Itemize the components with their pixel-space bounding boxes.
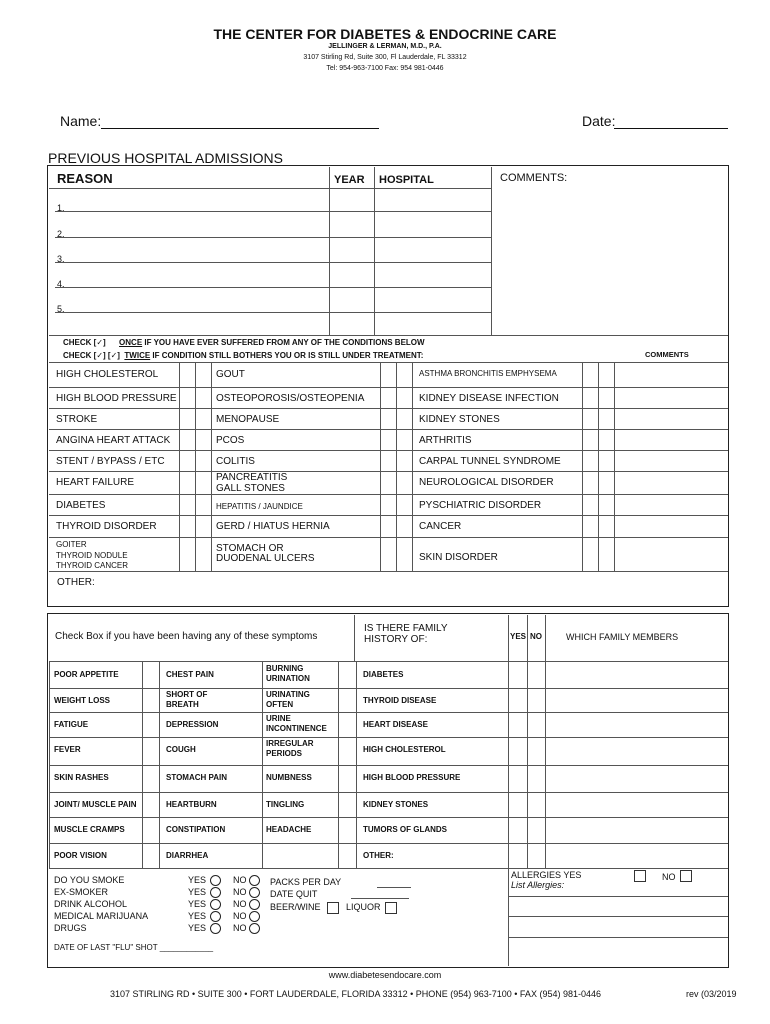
family-checkbox[interactable] xyxy=(509,817,526,843)
family-checkbox[interactable] xyxy=(509,737,526,765)
condition-checkbox[interactable] xyxy=(599,363,614,387)
habit-no-radio[interactable] xyxy=(249,911,260,922)
condition-checkbox[interactable] xyxy=(397,387,412,408)
symptom-item: CHEST PAIN xyxy=(166,670,214,679)
habit-yes-label: YES xyxy=(188,923,207,933)
symptom-item: BURNING xyxy=(266,664,304,673)
symptom-checkbox[interactable] xyxy=(143,765,159,792)
condition-checkbox[interactable] xyxy=(583,471,598,494)
date-quit-label: DATE QUIT xyxy=(270,889,318,899)
habit-no-label: NO xyxy=(233,887,247,897)
condition-checkbox[interactable] xyxy=(180,387,195,408)
symptom-item: NUMBNESS xyxy=(266,773,312,782)
footer-website[interactable]: www.diabetesendocare.com xyxy=(328,970,442,980)
condition-item: DIABETES xyxy=(56,500,106,511)
condition-checkbox[interactable] xyxy=(583,494,598,515)
habit-yes-radio[interactable] xyxy=(210,887,221,898)
symptom-item: HEADACHE xyxy=(266,825,312,834)
condition-item: THYROID NODULE xyxy=(56,551,128,560)
condition-checkbox[interactable] xyxy=(180,494,195,515)
condition-checkbox[interactable] xyxy=(196,515,211,537)
condition-checkbox[interactable] xyxy=(583,387,598,408)
habit-item: EX-SMOKER xyxy=(54,887,109,897)
condition-item: GOUT xyxy=(216,369,245,380)
condition-checkbox[interactable] xyxy=(599,471,614,494)
symptom-item: URINATING xyxy=(266,690,310,699)
condition-checkbox[interactable] xyxy=(180,450,195,471)
family-checkbox[interactable] xyxy=(528,817,545,843)
condition-item: THYROID DISORDER xyxy=(56,521,157,532)
family-checkbox[interactable] xyxy=(528,688,545,712)
condition-checkbox[interactable] xyxy=(381,537,396,571)
clinic-contact: Tel: 954-963-7100 Fax: 954 981-0446 xyxy=(326,65,444,72)
symptom-checkbox[interactable] xyxy=(143,662,159,688)
symptom-item: HEARTBURN xyxy=(166,800,217,809)
symptom-item: BREATH xyxy=(166,700,199,709)
condition-checkbox[interactable] xyxy=(381,450,396,471)
year-header: YEAR xyxy=(334,174,365,186)
symptom-item: SKIN RASHES xyxy=(54,773,109,782)
condition-checkbox[interactable] xyxy=(583,515,598,537)
symptom-checkbox[interactable] xyxy=(339,712,355,737)
date-quit-field[interactable] xyxy=(351,898,409,899)
family-checkbox[interactable] xyxy=(509,712,526,737)
family-history-item: HEART DISEASE xyxy=(363,720,428,729)
condition-checkbox[interactable] xyxy=(196,450,211,471)
reason-header: REASON xyxy=(57,171,113,186)
admission-row-4[interactable]: 4. xyxy=(57,279,65,289)
allergies-yes-checkbox[interactable] xyxy=(634,870,646,882)
condition-checkbox[interactable] xyxy=(599,537,614,571)
condition-item: STENT / BYPASS / ETC xyxy=(56,456,165,467)
date-field[interactable] xyxy=(614,113,728,129)
symptom-item: TINGLING xyxy=(266,800,305,809)
symptom-item: OFTEN xyxy=(266,700,294,709)
symptom-item: STOMACH PAIN xyxy=(166,773,228,782)
condition-item: KIDNEY STONES xyxy=(419,414,500,425)
habit-yes-label: YES xyxy=(188,899,207,909)
condition-checkbox[interactable] xyxy=(180,363,195,387)
symptom-item: MUSCLE CRAMPS xyxy=(54,825,125,834)
habit-yes-radio[interactable] xyxy=(210,899,221,910)
condition-item: PYSCHIATRIC DISORDER xyxy=(419,500,542,511)
condition-checkbox[interactable] xyxy=(599,408,614,429)
condition-checkbox[interactable] xyxy=(196,471,211,494)
other-conditions-label: OTHER: xyxy=(57,577,95,588)
condition-checkbox[interactable] xyxy=(397,471,412,494)
condition-item: STOMACH OR xyxy=(216,543,284,554)
family-members-header: WHICH FAMILY MEMBERS xyxy=(566,632,679,642)
admission-row-5[interactable]: 5. xyxy=(57,304,65,314)
comments-header: COMMENTS: xyxy=(500,172,568,184)
habit-item: MEDICAL MARIJUANA xyxy=(54,911,149,921)
condition-checkbox[interactable] xyxy=(397,429,412,450)
condition-checkbox[interactable] xyxy=(583,537,598,571)
habit-no-label: NO xyxy=(233,899,247,909)
name-label: Name: xyxy=(60,113,102,129)
condition-item: ARTHRITIS xyxy=(419,435,472,446)
condition-item: CANCER xyxy=(419,521,462,532)
symptom-item: POOR VISION xyxy=(54,851,107,860)
symptom-item: WEIGHT LOSS xyxy=(54,696,110,705)
condition-item: HIGH BLOOD PRESSURE xyxy=(56,393,177,404)
habit-item: DRINK ALCOHOL xyxy=(54,899,128,909)
condition-checkbox[interactable] xyxy=(397,494,412,515)
symptom-checkbox[interactable] xyxy=(143,737,159,765)
family-history-item: HIGH CHOLESTEROL xyxy=(363,745,446,754)
family-history-item: KIDNEY STONES xyxy=(363,800,429,809)
symptoms-heading: Check Box if you have been having any of these symptoms xyxy=(55,631,318,642)
condition-item: GOITER xyxy=(56,540,87,549)
condition-checkbox[interactable] xyxy=(381,515,396,537)
condition-checkbox[interactable] xyxy=(583,429,598,450)
condition-checkbox[interactable] xyxy=(180,515,195,537)
condition-checkbox[interactable] xyxy=(599,494,614,515)
condition-checkbox[interactable] xyxy=(583,408,598,429)
family-checkbox[interactable] xyxy=(528,737,545,765)
family-history-question: IS THERE FAMILY HISTORY OF: xyxy=(364,623,448,645)
check-once-instruction: CHECK [✓] ONCE IF YOU HAVE EVER SUFFERED FROM ANY OF THE CONDITIONS BELOW xyxy=(63,338,425,347)
list-allergies-label: List Allergies: xyxy=(511,880,565,890)
habit-yes-label: YES xyxy=(188,875,207,885)
admission-row-2[interactable]: 2. xyxy=(57,229,65,239)
footer-revision: rev (03/2019 xyxy=(686,989,737,999)
family-checkbox[interactable] xyxy=(528,765,545,792)
clinic-title: THE CENTER FOR DIABETES & ENDOCRINE CARE xyxy=(213,26,557,42)
admission-row-1[interactable]: 1. xyxy=(57,203,65,213)
condition-item: HEPATITIS / JAUNDICE xyxy=(216,502,303,511)
allergies-no-checkbox[interactable] xyxy=(680,870,692,882)
clinic-doctors: JELLINGER & LERMAN, M.D., P.A. xyxy=(328,43,442,50)
date-label: Date: xyxy=(582,113,616,129)
condition-checkbox[interactable] xyxy=(599,387,614,408)
footer-address: 3107 STIRLING RD • SUITE 300 • FORT LAUDERDALE, FLORIDA 33312 • PHONE (954) 963-7100 • FAX (954) 981-0446 xyxy=(110,989,601,999)
symptom-item: PERIODS xyxy=(266,749,303,758)
condition-item: NEUROLOGICAL DISORDER xyxy=(419,477,554,488)
condition-checkbox[interactable] xyxy=(599,450,614,471)
habit-yes-radio[interactable] xyxy=(210,911,221,922)
symptom-item: CONSTIPATION xyxy=(166,825,226,834)
packs-per-day-field[interactable] xyxy=(377,887,411,888)
condition-checkbox[interactable] xyxy=(397,363,412,387)
condition-item: HEART FAILURE xyxy=(56,477,134,488)
condition-item: KIDNEY DISEASE INFECTION xyxy=(419,393,559,404)
habit-no-label: NO xyxy=(233,875,247,885)
symptom-checkbox[interactable] xyxy=(339,817,355,843)
symptom-item: FATIGUE xyxy=(54,720,89,729)
symptom-item: JOINT/ MUSCLE PAIN xyxy=(54,800,137,809)
condition-item: THYROID CANCER xyxy=(56,561,129,570)
allergies-no-label: NO xyxy=(662,872,676,882)
family-checkbox[interactable] xyxy=(528,792,545,817)
symptom-checkbox[interactable] xyxy=(339,792,355,817)
symptom-checkbox[interactable] xyxy=(339,662,355,688)
symptom-item: FEVER xyxy=(54,745,81,754)
habit-item: DRUGS xyxy=(54,923,87,933)
condition-checkbox[interactable] xyxy=(196,408,211,429)
condition-item: PCOS xyxy=(216,435,245,446)
family-checkbox[interactable] xyxy=(528,843,545,868)
condition-item: ASTHMA BRONCHITIS EMPHYSEMA xyxy=(419,369,557,378)
condition-item: HIGH CHOLESTEROL xyxy=(56,369,159,380)
beer-wine-label: BEER/WINE xyxy=(270,902,321,912)
habit-yes-radio[interactable] xyxy=(210,875,221,886)
condition-checkbox[interactable] xyxy=(196,494,211,515)
condition-item: CARPAL TUNNEL SYNDROME xyxy=(419,456,561,467)
condition-item: OSTEOPOROSIS/OSTEOPENIA xyxy=(216,393,365,404)
family-checkbox[interactable] xyxy=(509,843,526,868)
habit-no-radio[interactable] xyxy=(249,923,260,934)
condition-checkbox[interactable] xyxy=(381,471,396,494)
symptom-checkbox[interactable] xyxy=(339,843,355,868)
beer-wine-checkbox[interactable] xyxy=(327,902,339,914)
condition-item: SKIN DISORDER xyxy=(419,552,498,563)
habit-yes-label: YES xyxy=(188,911,207,921)
habit-yes-label: YES xyxy=(188,887,207,897)
habit-no-label: NO xyxy=(233,923,247,933)
symptom-checkbox[interactable] xyxy=(143,817,159,843)
family-yes-header: YES xyxy=(510,632,527,641)
symptom-item: DIARRHEA xyxy=(166,851,209,860)
family-checkbox[interactable] xyxy=(528,662,545,688)
symptom-item: INCONTINENCE xyxy=(266,724,327,733)
condition-checkbox[interactable] xyxy=(180,471,195,494)
hospital-header: HOSPITAL xyxy=(379,174,434,186)
admissions-heading: PREVIOUS HOSPITAL ADMISSIONS xyxy=(48,150,283,166)
condition-checkbox[interactable] xyxy=(381,408,396,429)
condition-checkbox[interactable] xyxy=(180,537,195,571)
condition-checkbox[interactable] xyxy=(397,408,412,429)
condition-checkbox[interactable] xyxy=(196,363,211,387)
habit-yes-radio[interactable] xyxy=(210,923,221,934)
conditions-comments-header: COMMENTS xyxy=(645,350,689,359)
condition-item: ANGINA HEART ATTACK xyxy=(56,435,171,446)
liquor-label: LIQUOR xyxy=(346,902,381,912)
condition-checkbox[interactable] xyxy=(381,387,396,408)
condition-checkbox[interactable] xyxy=(599,429,614,450)
name-field[interactable] xyxy=(101,113,379,129)
condition-checkbox[interactable] xyxy=(196,537,211,571)
family-history-item: TUMORS OF GLANDS xyxy=(363,825,447,834)
condition-checkbox[interactable] xyxy=(397,450,412,471)
condition-checkbox[interactable] xyxy=(180,429,195,450)
condition-checkbox[interactable] xyxy=(180,408,195,429)
liquor-checkbox[interactable] xyxy=(385,902,397,914)
family-checkbox[interactable] xyxy=(509,662,526,688)
condition-checkbox[interactable] xyxy=(599,515,614,537)
habit-no-radio[interactable] xyxy=(249,887,260,898)
symptom-item: URINATION xyxy=(266,674,310,683)
check-twice-instruction: CHECK [✓] [✓] TWICE IF CONDITION STILL BOTHERS YOU OR IS STILL UNDER TREATMENT: xyxy=(63,351,424,360)
family-history-item: HIGH BLOOD PRESSURE xyxy=(363,773,461,782)
admission-row-3[interactable]: 3. xyxy=(57,254,65,264)
habit-no-radio[interactable] xyxy=(249,899,260,910)
family-checkbox[interactable] xyxy=(509,792,526,817)
family-no-header: NO xyxy=(530,632,542,641)
condition-item: DUODENAL ULCERS xyxy=(216,553,315,564)
condition-checkbox[interactable] xyxy=(381,363,396,387)
habit-item: DO YOU SMOKE xyxy=(54,875,125,885)
condition-item: MENOPAUSE xyxy=(216,414,280,425)
symptom-checkbox[interactable] xyxy=(339,765,355,792)
symptom-item: SHORT OF xyxy=(166,690,208,699)
condition-item: GALL STONES xyxy=(216,483,285,494)
symptom-checkbox[interactable] xyxy=(339,688,355,712)
symptom-checkbox[interactable] xyxy=(339,737,355,765)
condition-checkbox[interactable] xyxy=(196,387,211,408)
condition-checkbox[interactable] xyxy=(397,537,412,571)
symptom-item: COUGH xyxy=(166,745,196,754)
family-history-item: DIABETES xyxy=(363,670,404,679)
clinic-address: 3107 Stirling Rd, Suite 300, Fl Lauderdale, FL 33312 xyxy=(303,54,467,61)
symptom-item: IRREGULAR xyxy=(266,739,314,748)
allergies-label: ALLERGIES YES xyxy=(511,870,582,880)
condition-checkbox[interactable] xyxy=(583,450,598,471)
flu-shot-label[interactable]: DATE OF LAST "FLU" SHOT ____________ xyxy=(54,943,214,952)
condition-checkbox[interactable] xyxy=(196,429,211,450)
family-history-item: OTHER: xyxy=(363,851,394,860)
condition-item: COLITIS xyxy=(216,456,255,467)
family-checkbox[interactable] xyxy=(509,765,526,792)
family-history-item: THYROID DISEASE xyxy=(363,696,437,705)
family-checkbox[interactable] xyxy=(509,688,526,712)
symptom-checkbox[interactable] xyxy=(143,688,159,712)
condition-item: PANCREATITIS xyxy=(216,472,288,483)
symptom-item: URINE xyxy=(266,714,291,723)
habit-no-radio[interactable] xyxy=(249,875,260,886)
condition-checkbox[interactable] xyxy=(583,363,598,387)
condition-checkbox[interactable] xyxy=(381,494,396,515)
condition-item: GERD / HIATUS HERNIA xyxy=(216,521,330,532)
condition-item: STROKE xyxy=(56,414,98,425)
packs-per-day-label: PACKS PER DAY xyxy=(270,877,342,887)
symptom-item: DEPRESSION xyxy=(166,720,219,729)
symptom-item: POOR APPETITE xyxy=(54,670,119,679)
habit-no-label: NO xyxy=(233,911,247,921)
symptom-checkbox[interactable] xyxy=(143,712,159,737)
condition-checkbox[interactable] xyxy=(381,429,396,450)
condition-checkbox[interactable] xyxy=(397,515,412,537)
family-checkbox[interactable] xyxy=(528,712,545,737)
symptom-checkbox[interactable] xyxy=(143,792,159,817)
symptom-checkbox[interactable] xyxy=(143,843,159,868)
